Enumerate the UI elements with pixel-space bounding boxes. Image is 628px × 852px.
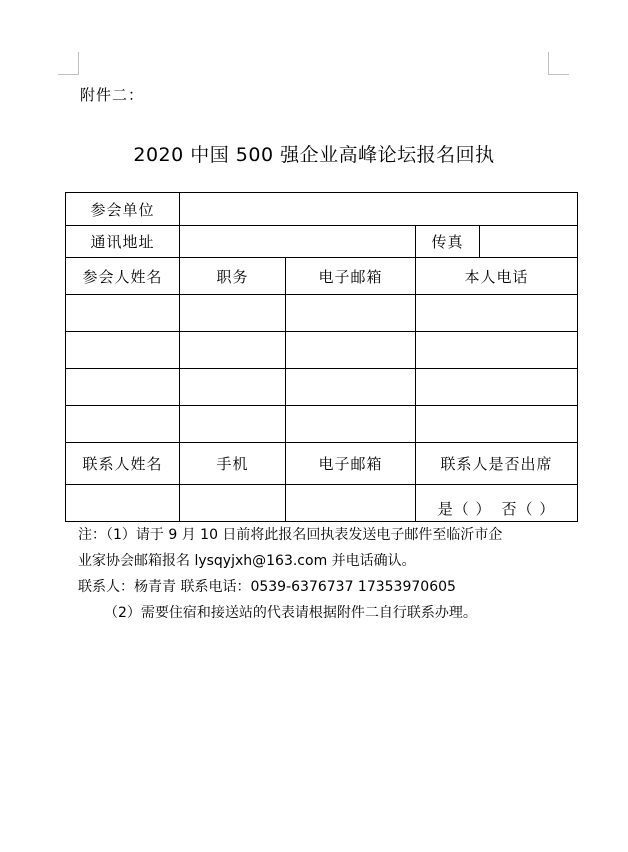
page-title: 2020 中国 500 强企业高峰论坛报名回执: [133, 144, 495, 166]
unit-label: 参会单位: [66, 193, 180, 226]
attachment-label: 附件二：: [80, 86, 145, 104]
note-line-2nd: （2）需要住宿和接送站的代表请根据附件二自行联系办理。: [104, 605, 477, 621]
attendee-title-cell[interactable]: [180, 332, 286, 369]
unit-input[interactable]: [180, 193, 578, 226]
contact-mobile-cell[interactable]: [180, 485, 286, 522]
attendee-phone-cell[interactable]: [416, 369, 578, 406]
contact-header-attend: 联系人是否出席: [416, 443, 578, 485]
fax-label: 传真: [416, 226, 480, 258]
attendee-header-phone: 本人电话: [416, 258, 578, 295]
attendee-title-cell[interactable]: [180, 295, 286, 332]
attendee-phone-cell[interactable]: [416, 406, 578, 443]
registration-form-table: [65, 192, 578, 522]
attendee-title-cell[interactable]: [180, 369, 286, 406]
contact-name-cell[interactable]: [66, 485, 180, 522]
attendee-row: [66, 369, 578, 406]
address-input[interactable]: [180, 226, 416, 258]
attendee-header-title: 职务: [180, 258, 286, 295]
attendee-email-cell[interactable]: [286, 369, 416, 406]
contact-header-email: 电子邮箱: [286, 443, 416, 485]
crop-mark-top-right: [548, 52, 569, 75]
attendee-email-cell[interactable]: [286, 332, 416, 369]
attend-no-option[interactable]: 否（ ）: [501, 499, 556, 518]
contact-header-name: 联系人姓名: [66, 443, 180, 485]
attendee-phone-cell[interactable]: [416, 332, 578, 369]
attendee-row: [66, 406, 578, 443]
attendee-header-name: 参会人姓名: [66, 258, 180, 295]
contact-attend-cell: [416, 485, 578, 522]
attendee-email-cell[interactable]: [286, 406, 416, 443]
attend-yes-option[interactable]: 是（ ）: [437, 499, 492, 518]
notes: [78, 522, 558, 626]
attendee-row: [66, 295, 578, 332]
address-label: 通讯地址: [66, 226, 180, 258]
attendee-name-cell[interactable]: [66, 369, 180, 406]
fax-input[interactable]: [480, 226, 578, 258]
attendee-email-cell[interactable]: [286, 295, 416, 332]
attendee-title-cell[interactable]: [180, 406, 286, 443]
note-contact-line: 联系人：杨青青 联系电话：0539-6376737 17353970605: [78, 579, 456, 595]
attendee-name-cell[interactable]: [66, 406, 180, 443]
attendee-row: [66, 332, 578, 369]
contact-email-cell[interactable]: [286, 485, 416, 522]
attendee-header-email: 电子邮箱: [286, 258, 416, 295]
crop-mark-top-left: [58, 52, 79, 75]
contact-header-mobile: 手机: [180, 443, 286, 485]
attendee-name-cell[interactable]: [66, 295, 180, 332]
note-line-2: 业家协会邮箱报名 lysqyjxh@163.com 并电话确认。: [78, 553, 416, 569]
attendee-phone-cell[interactable]: [416, 295, 578, 332]
note-line-1: 注：（1）请于 9 月 10 日前将此报名回执表发送电子邮件至临沂市企: [78, 527, 503, 543]
attendee-name-cell[interactable]: [66, 332, 180, 369]
